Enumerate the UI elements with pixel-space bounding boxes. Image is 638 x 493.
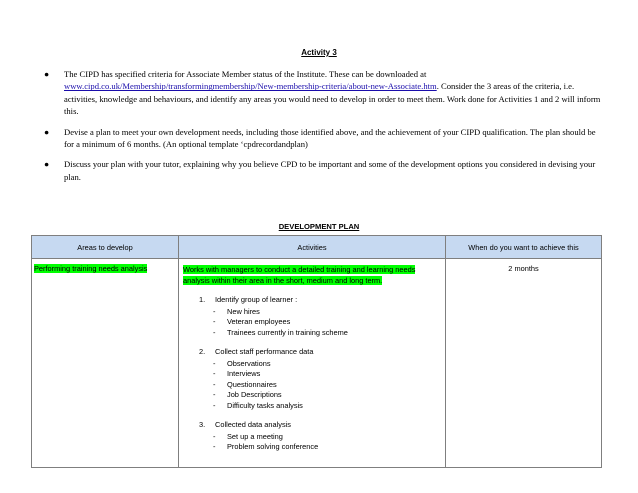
step-subitem: - Set up a meeting (213, 431, 283, 441)
activity-step (183, 295, 441, 338)
instruction-text: Devise a plan to meet your own development needs, including those identified above, and the achievement of your CIPD qualification. The plan should be for a minimum of 6 months. (An optional template ‘cpdrecordandplan) (64, 126, 596, 150)
step-subitem: - Observations (213, 358, 271, 368)
activity-step (183, 420, 441, 453)
instruction-text: Discuss your plan with your tutor, explaining why you believe CPD to be important and some of the development options you considered in devising your plan. (64, 159, 596, 182)
instruction-item (38, 126, 604, 151)
activity-intro: Works with managers to conduct a detailed training and learning needs analysis within their area in the short, medium and long term. (183, 265, 416, 285)
table-header-row (32, 236, 602, 259)
instruction-text: The CIPD has specified criteria for Associate Member status of the Institute. These can be downloaded at (64, 69, 427, 79)
step-subitem: - Veteran employees (213, 317, 291, 326)
step-number: 3. (199, 420, 206, 429)
activity-title: Activity 3 (301, 48, 337, 57)
development-plan-table (31, 235, 602, 468)
table-row (32, 259, 602, 468)
step-title: Collected data analysis (215, 420, 292, 429)
instruction-text: . Consider the 3 areas of the criteria, i.e. activities, knowledge and behaviours, and identify any areas you would need to develop in order to meet them. Work done for Activities 1 and 2 will inform this. (64, 81, 601, 117)
instruction-item (38, 68, 604, 118)
step-number: 2. (199, 347, 206, 356)
instruction-list (38, 68, 604, 191)
step-subitem: - Trainees currently in training scheme (213, 327, 348, 337)
bullet-icon: ● (44, 159, 50, 170)
step-number: 1. (199, 295, 206, 304)
header-activities: Activities (179, 236, 446, 259)
activity-steps (183, 295, 441, 453)
step-title: Identify group of learner : (215, 295, 298, 304)
activity-step (183, 347, 441, 411)
cipd-criteria-link[interactable]: www.cipd.co.uk/Membership/transformingmembership/New-membership-criteria/about-new-Associate.htm (64, 81, 437, 92)
step-subitem: - Questionnaires (213, 379, 277, 389)
step-subitem: - Interviews (213, 369, 261, 378)
bullet-icon: ● (44, 69, 50, 79)
step-title: Collect staff performance data (215, 347, 314, 356)
bullet-icon: ● (44, 126, 50, 137)
step-subitem: - New hires (213, 306, 260, 316)
development-plan-title: DEVELOPMENT PLAN (278, 222, 360, 231)
header-when: When do you want to achieve this (446, 236, 602, 259)
step-subitem: - Problem solving conference (213, 442, 319, 451)
activities-cell (179, 259, 446, 468)
step-subitem: - Difficulty tasks analysis (213, 400, 303, 410)
header-areas: Areas to develop (32, 236, 179, 259)
area-text: Performing training needs analysis (34, 264, 148, 273)
area-cell (32, 259, 179, 468)
step-subitem: - Job Descriptions (213, 390, 282, 399)
when-text: 2 months (508, 264, 539, 273)
instruction-item (38, 158, 604, 183)
when-cell (446, 259, 602, 468)
